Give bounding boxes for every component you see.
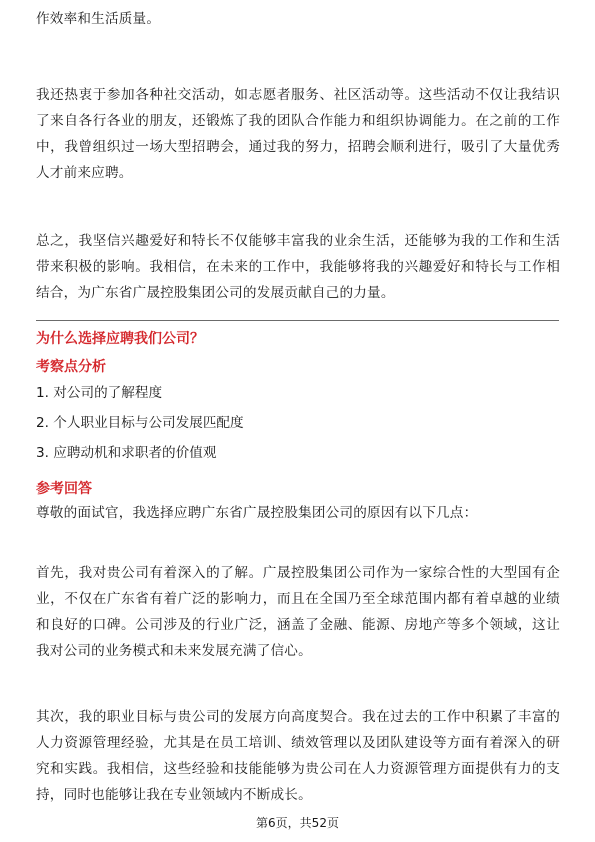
analysis-point-3: 3. 应聘动机和求职者的价值观 — [36, 445, 217, 461]
intro-paragraph-2: 我还热衷于参加各种社交活动，如志愿者服务、社区活动等。这些活动不仅让我结识了来自各行各业的朋友，还锻炼了我的团队合作能力和组织协调能力。在之前的工作中，我曾组织过一场大型招聘会，通过我的努力，招聘会顺利进行，吸引了大量优秀人才前来应聘。 — [36, 87, 560, 181]
answer-paragraph-3: 其次，我的职业目标与贵公司的发展方向高度契合。我在过去的工作中积累了丰富的人力资源管理经验，尤其是在员工培训、绩效管理以及团队建设等方面有着深入的研究和实践。我相信，这些经验和技能能够为贵公司在人力资源管理方面提供有力的支持，同时也能够让我在专业领域内不断成长。 — [36, 709, 560, 803]
question-title: 为什么选择应聘我们公司？ — [36, 331, 204, 347]
section-divider — [36, 320, 559, 321]
intro-paragraph-3: 总之，我坚信兴趣爱好和特长不仅能够丰富我的业余生活，还能够为我的工作和生活带来积极的影响。我相信，在未来的工作中，我能够将我的兴趣爱好和特长与工作相结合，为广东省广晟控股集团公司的发展贡献自己的力量。 — [36, 233, 560, 301]
intro-paragraph-1: 作效率和生活质量。 — [36, 11, 161, 27]
analysis-point-1: 1. 对公司的了解程度 — [36, 385, 163, 401]
answer-paragraph-1: 尊敬的面试官，我选择应聘广东省广晟控股集团公司的原因有以下几点： — [36, 505, 478, 521]
answer-paragraph-2: 首先，我对贵公司有着深入的了解。广晟控股集团公司作为一家综合性的大型国有企业，不仅在广东省有着广泛的影响力，而且在全国乃至全球范围内都有着卓越的业绩和良好的口碑。公司涉及的行业广泛，涵盖了金融、能源、房地产等多个领域，这让我对公司的业务模式和未来发展充满了信心。 — [36, 565, 560, 659]
analysis-point-2: 2. 个人职业目标与公司发展匹配度 — [36, 415, 244, 431]
analysis-heading: 考察点分析 — [36, 359, 106, 375]
page-number: 第6页，共52页 — [256, 816, 339, 830]
answer-heading: 参考回答 — [36, 481, 92, 497]
